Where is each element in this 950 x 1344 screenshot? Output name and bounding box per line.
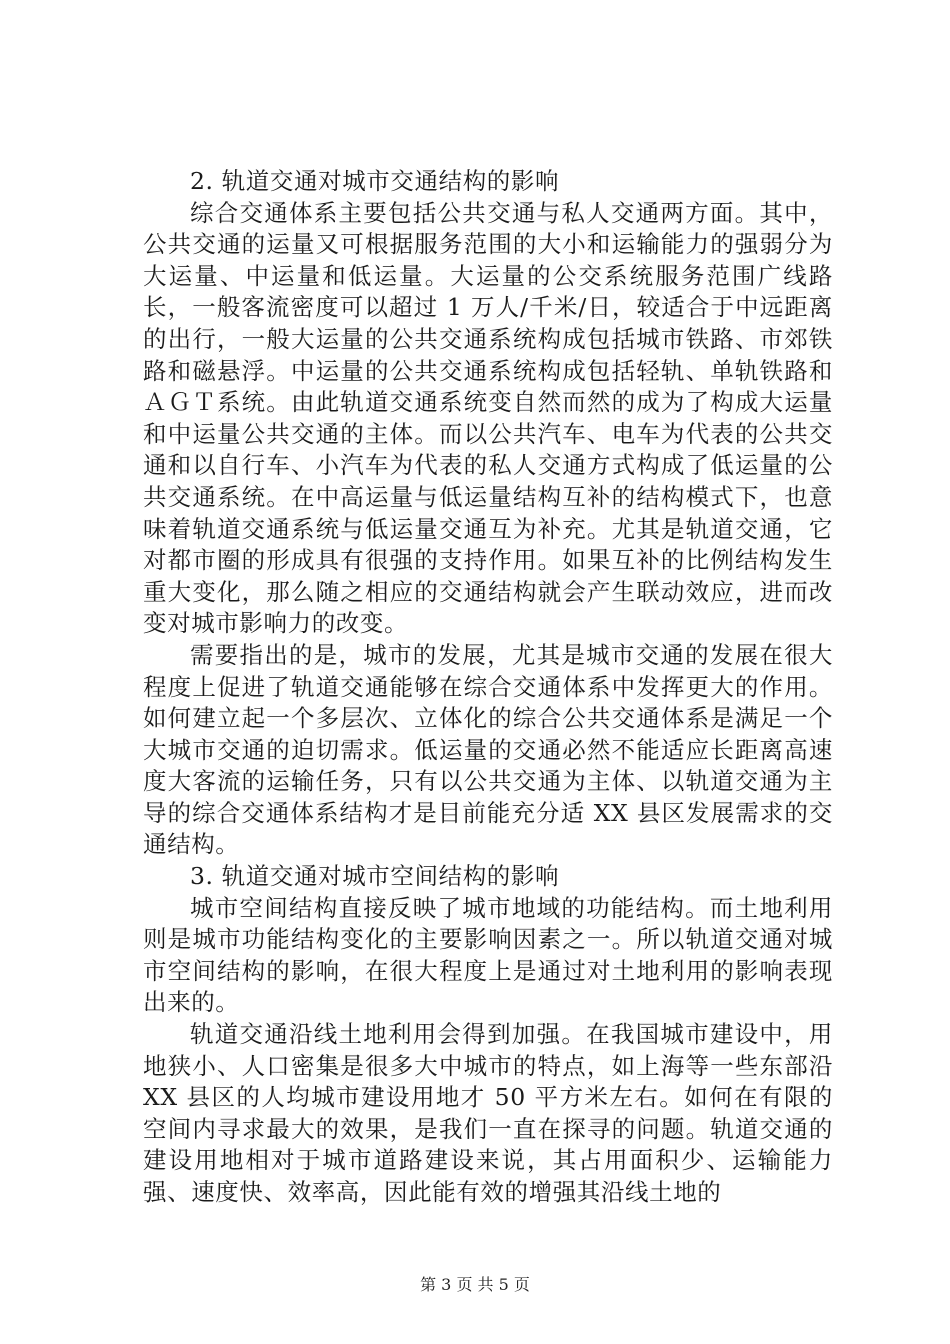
page-footer [0,1272,950,1295]
section-3-paragraph-2: 轨道交通沿线土地利用会得到加强。在我国城市建设中，用地狭小、人口密集是很多大中城市的特点，如上海等一些东部沿 XX 县区的人均城市建设用地才 50 平方米左右。如何在有限的空间内寻求最大的效果，是我们一直在探寻的问题。轨道交通的建设用地相对于城市道路建设来说，其占用面积少、运输能力强、速度快、效率高，因此能有效的增强其沿线土地的 [143,1020,833,1206]
section-2-heading: 2. 轨道交通对城市交通结构的影响 [190,167,560,195]
section-3-heading: 3. 轨道交通对城市空间结构的影响 [190,862,560,891]
section-2-paragraph-2: 需要指出的是，城市的发展，尤其是城市交通的发展在很大程度上促进了轨道交通能够在综合交通体系中发挥更大的作用。如何建立起一个多层次、立体化的综合公共交通体系是满足一个大城市交通的迫切需求。低运量的交通必然不能适应长距离高速度大客流的运输任务，只有以公共交通为主体、以轨道交通为主导的综合交通体系结构才是目前能充分适 XX 县区发展需求的交通结构。 [143,640,833,859]
page-number-label: 第 3 页 共 5 页 [420,1275,530,1294]
section-3-paragraph-1: 城市空间结构直接反映了城市地域的功能结构。而土地利用则是城市功能结构变化的主要影响因素之一。所以轨道交通对城市空间结构的影响，在很大程度上是通过对土地利用的影响表现出来的。 [143,893,833,1017]
section-2-paragraph-1: 综合交通体系主要包括公共交通与私人交通两方面。其中，公共交通的运量又可根据服务范围的大小和运输能力的强弱分为大运量、中运量和低运量。大运量的公交系统服务范围广线路长，一般客流密度可以超过 1 万人/千米/日，较适合于中远距离的出行，一般大运量的公共交通系统构成包括城市铁路、市郊铁路和磁悬浮。中运量的公共交通系统构成包括轻轨、单轨铁路和ＡＧＴ系统。由此轨道交通系统变自然而然的成为了构成大运量和中运量公共交通的主体。而以公共汽车、电车为代表的公共交通和以自行车、小汽车为代表的私人交通方式构成了低运量的公共交通系统。在中高运量与低运量结构互补的结构模式下，也意味着轨道交通系统与低运量交通互为补充。尤其是轨道交通，它对都市圈的形成具有很强的支持作用。如果互补的比例结构发生重大变化，那么随之相应的交通结构就会产生联动效应，进而改变对城市影响力的改变。 [143,198,833,638]
document-body [143,166,833,1209]
